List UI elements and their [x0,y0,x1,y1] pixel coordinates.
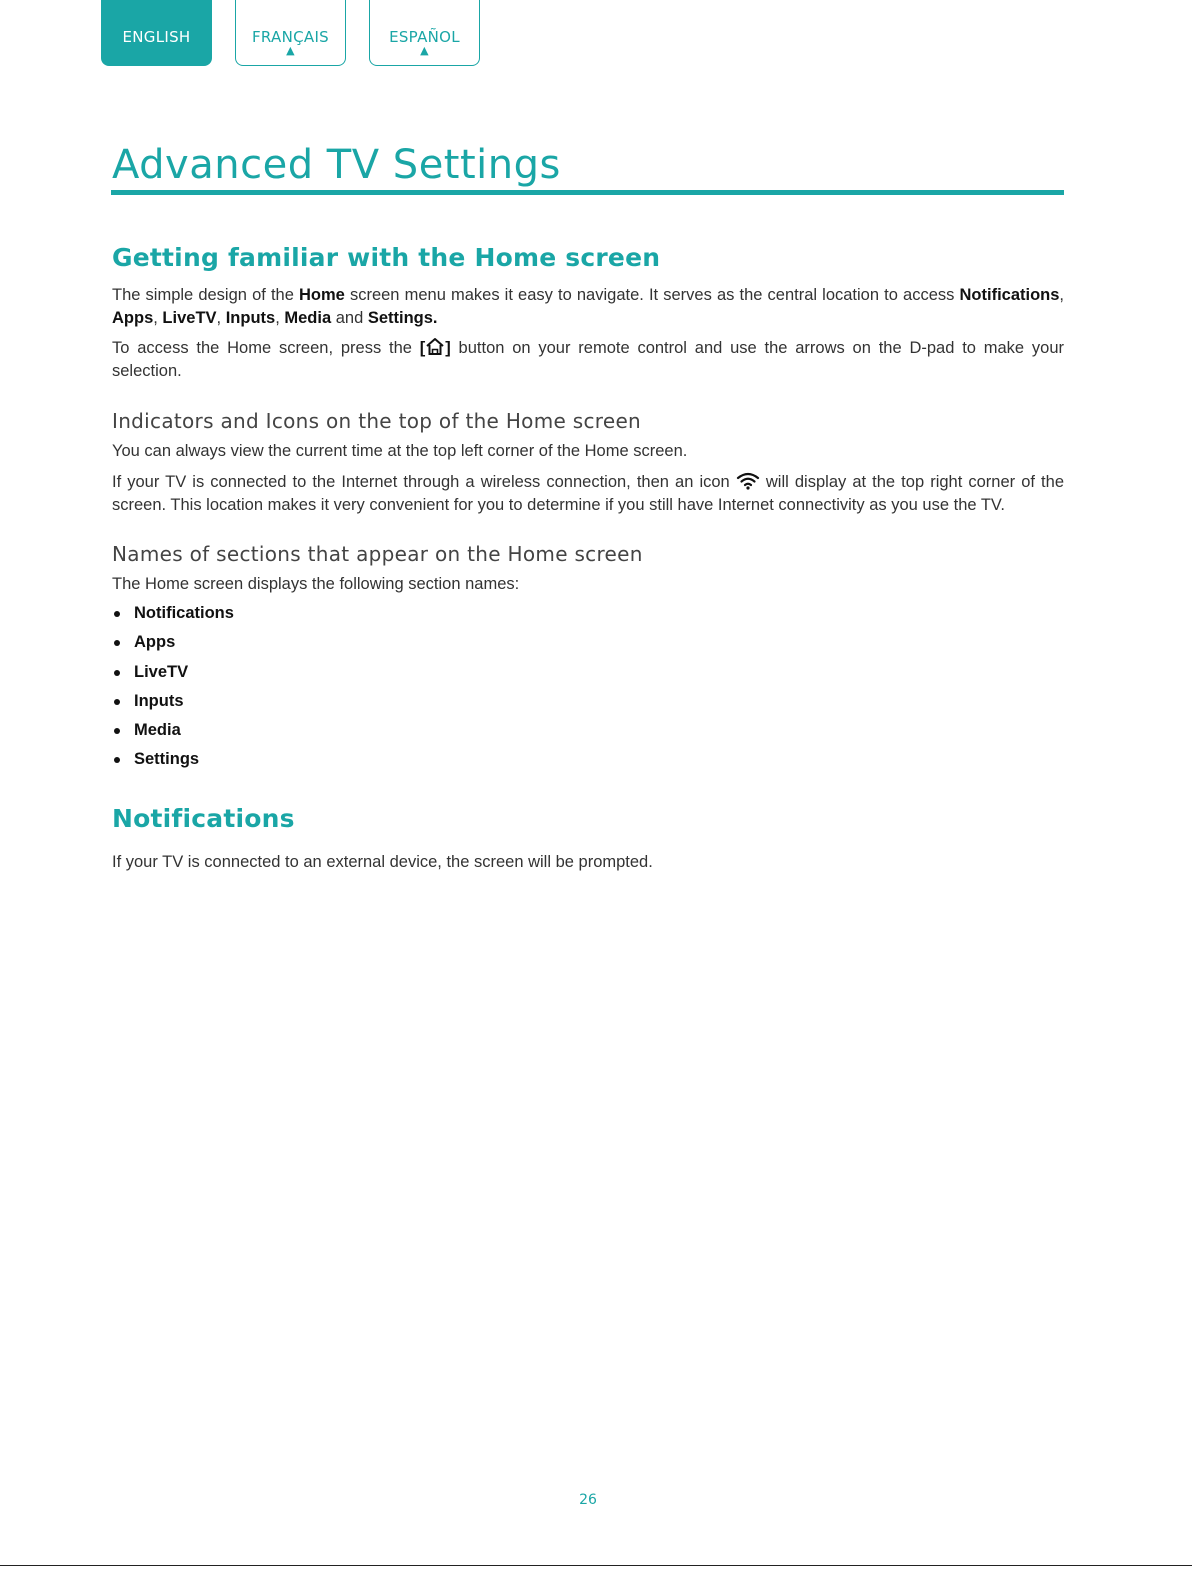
text: To access the Home screen, press the [112,339,420,357]
text: screen menu makes it easy to navigate. It serves as the central location to access [344,286,960,304]
home-button-close: ] [445,339,451,357]
home-button-open: [ [419,339,426,357]
up-arrow-icon: ▲ [420,44,429,57]
livetv-term: LiveTV [162,309,217,327]
tab-francais[interactable] [235,0,346,66]
bottom-divider [0,1565,1192,1566]
intro-paragraph [112,284,1064,330]
tab-francais-label: FRANÇAIS [251,28,329,46]
home-term: Home [299,286,345,304]
list-item: Inputs [112,687,1064,716]
main-content [112,238,1064,874]
time-paragraph: You can always view the current time at the top left corner of the Home screen. [112,442,688,460]
text: If your TV is connected to the Internet through a wireless connection, then an icon [112,473,736,491]
tab-espanol[interactable] [369,0,480,66]
wifi-icon [736,471,760,490]
text: and [331,309,368,327]
separator: , [275,309,285,327]
title-divider [111,190,1064,195]
sub-heading-indicators: Indicators and Icons on the top of the Home screen [112,409,642,433]
tab-espanol-label: ESPAÑOL [389,28,460,46]
home-icon [425,337,445,356]
media-term: Media [284,309,332,327]
tab-english-label: ENGLISH [122,28,191,46]
separator: , [153,309,163,327]
separator: , [216,309,226,327]
list-item: Media [112,716,1064,745]
apps-term: Apps [112,309,154,327]
text: will display at the top right corner of the screen. This location makes it very convenient for you to determine if you still have Internet connectivity as you use the TV. [112,473,1064,514]
notifications-term: Notifications [959,286,1060,304]
section-names-intro: The Home screen displays the following section names: [112,575,520,593]
list-item: LiveTV [112,658,1064,687]
list-item: Apps [112,628,1064,657]
sub-heading-section-names: Names of sections that appear on the Home screen [112,542,643,566]
section-heading-notifications: Notifications [112,803,295,833]
tab-english[interactable] [101,0,212,66]
home-access-paragraph [112,337,1064,383]
page-number: 26 [579,1492,597,1508]
inputs-term: Inputs [225,309,276,327]
text: The simple design of the [112,286,299,304]
settings-term: Settings. [367,309,438,327]
separator: , [1059,286,1065,304]
section-names-list [112,599,1064,775]
section-heading-home-screen: Getting familiar with the Home screen [112,243,661,272]
notifications-paragraph: If your TV is connected to an external device, the screen will be prompted. [112,852,653,871]
page-title: Advanced TV Settings [112,142,561,188]
wifi-paragraph [112,471,1064,517]
text: button on your remote control and use the arrows on the D-pad to make your selection. [112,339,1065,380]
list-item: Notifications [112,599,1064,628]
up-arrow-icon: ▲ [286,44,295,57]
list-item: Settings [112,745,1064,774]
